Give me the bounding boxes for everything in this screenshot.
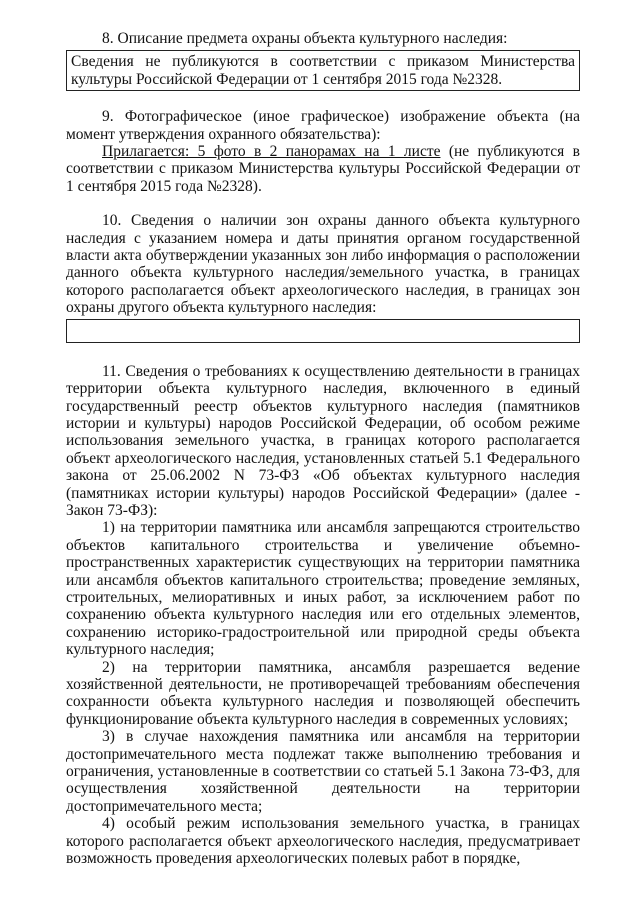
section-9-attachment-rest: (не публикуются в соответствии с приказом Министерства культуры Российской Федерации от 1 сентября 2015 года №2328). xyxy=(66,143,580,195)
section-11-item-4: 4) особый режим использования земельного участка, в границах которого располагается объект археологического наследия, предусматривает возможность проведения археологических полевых работ в порядке, xyxy=(66,815,580,868)
section-11-item-1: 1) на территории памятника или ансамбля запрещаются строительство объектов капитального строительства и увеличение объемно-пространственных характеристик существующих на территории памятника или ансамбля объектов капитального строительства; проведение земляных, строительных, мелиоративных и иных работ, за исключением работ по сохранению объекта культурного наследия или его отдельных элементов, сохранению историко-градостроительной или природной среды объекта культурного наследия; xyxy=(66,519,580,659)
document-page xyxy=(66,30,580,867)
section-8-box xyxy=(66,50,580,91)
section-11-heading: 11. Сведения о требованиях к осуществлению деятельности в границах территории объекта культурного наследия, включенного в единый государственный реестр объектов культурного наследия (памятников истории и культуры) народов Российской Федерации, об особом режиме использования земельного участка, в границах которого располагается объект археологического наследия, установленных статьей 5.1 Федерального закона от 25.06.2002 N 73-ФЗ «Об объектах культурного наследия (памятниках истории культуры) народов Российской Федерации» (далее - Закон 73-ФЗ): xyxy=(66,362,580,519)
section-9-attachment-underlined: Прилагается: 5 фото в 2 панорамах на 1 листе xyxy=(102,143,441,161)
section-9-attachment xyxy=(66,143,580,195)
section-10-empty-box xyxy=(66,319,580,343)
section-8-heading: 8. Описание предмета охраны объекта культурного наследия: xyxy=(102,30,508,47)
section-11-item-3: 3) в случае нахождения памятника или ансамбля на территории достопримечательного места подлежат также выполнению требования и ограничения, установленные в соответствии со статьей 5.1 Закона 73-ФЗ, для осуществления хозяйственной деятельности на территории достопримечательного места; xyxy=(66,728,580,815)
section-11-item-2: 2) на территории памятника, ансамбля разрешается ведение хозяйственной деятельности, не противоречащей требованиям обеспечения сохранности объекта культурного наследия и позволяющей обеспечить функционирование объекта культурного наследия в современных условиях; xyxy=(66,658,580,728)
section-8-box-text: Сведения не публикуются в соответствии с приказом Министерства культуры Российской Федерации от 1 сентября 2015 года №2328. xyxy=(71,53,575,88)
section-10-heading: 10. Сведения о наличии зон охраны данного объекта культурного наследия с указанием номера и даты принятия органом государственной власти акта обутверждении указанных зон либо информация о расположении данного объекта культурного наследия/земельного участка, в границах которого располагается объект археологического наследия, в границах зон охраны другого объекта культурного наследия: xyxy=(66,212,580,317)
section-9-heading: 9. Фотографическое (иное графическое) изображение объекта (на момент утверждения охранного обязательства): xyxy=(66,108,580,143)
